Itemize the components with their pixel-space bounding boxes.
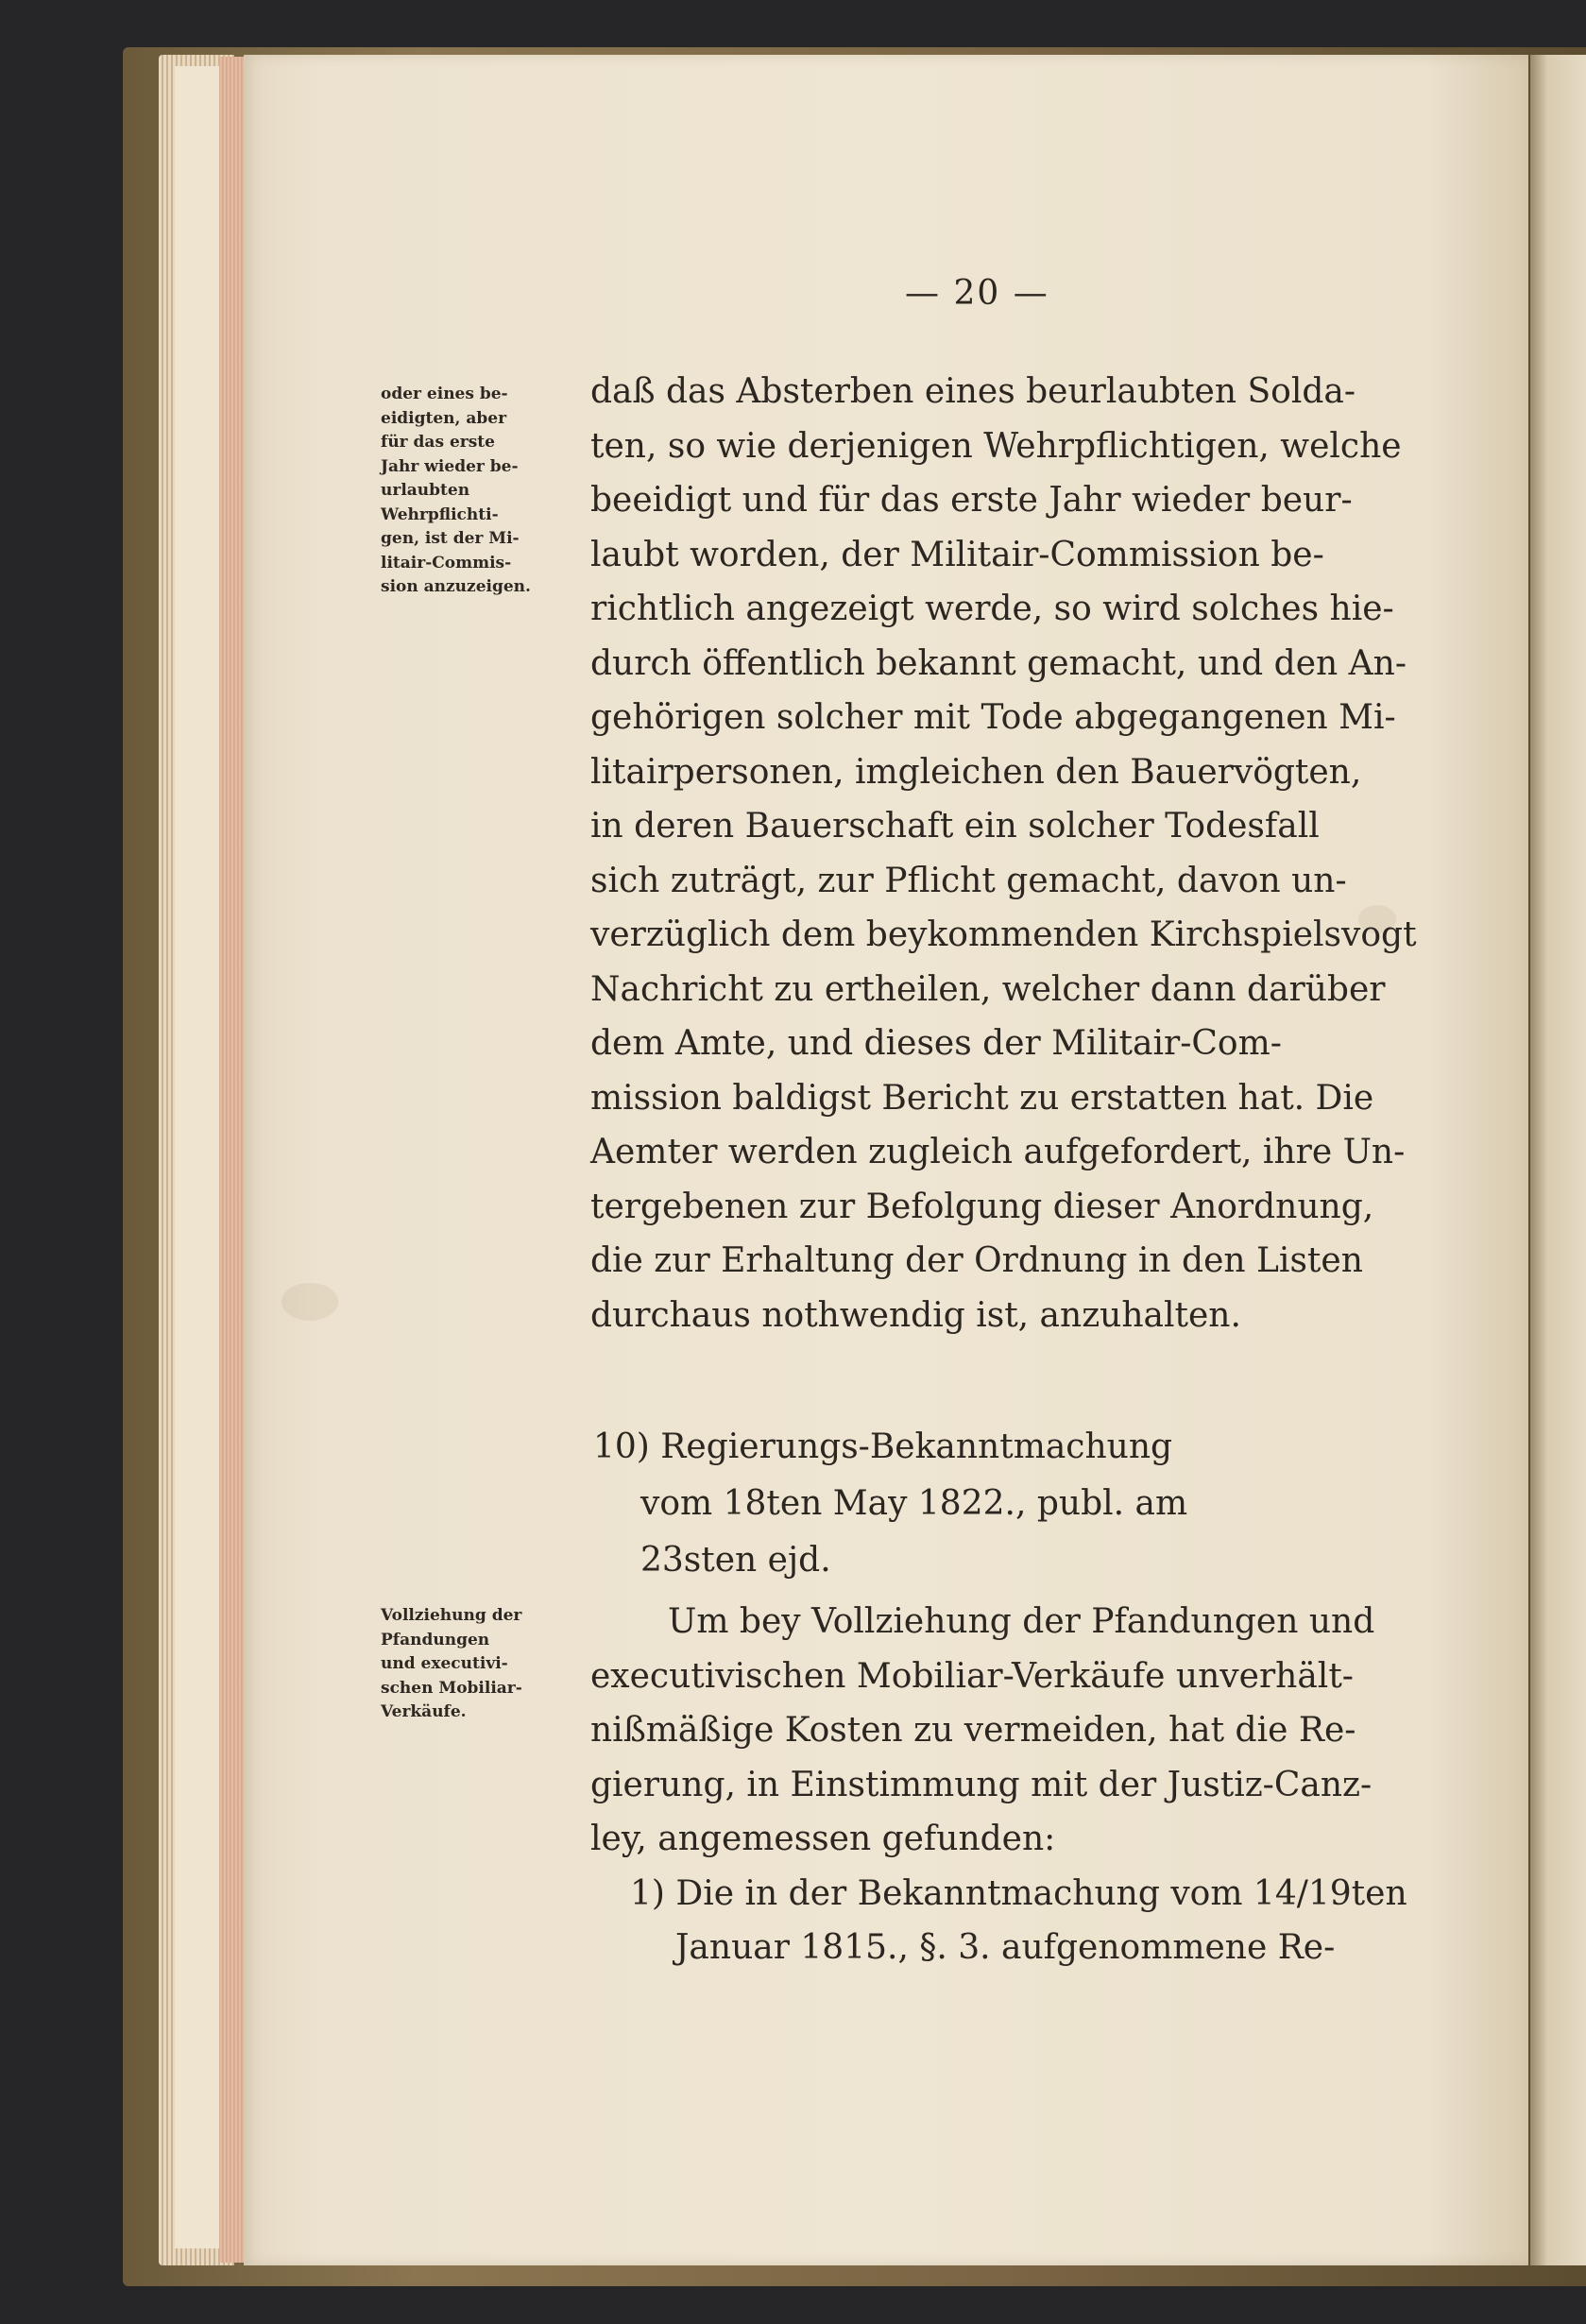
- facing-page-edge: [1530, 55, 1586, 2265]
- text-line: ley, angemessen gefunden:: [590, 1820, 1056, 1858]
- text-line: dem Amte, und dieses der Militair-Com-: [590, 1024, 1282, 1063]
- marginal-line: litair-Commis-: [381, 553, 512, 572]
- text-line: gierung, in Einstimmung mit der Justiz-Canz-: [590, 1765, 1373, 1804]
- marginal-note-2: [381, 1604, 598, 1725]
- text-line: laubt worden, der Militair-Commission be-: [590, 535, 1324, 574]
- text-line: Nachricht zu ertheilen, welcher dann darüber: [590, 969, 1386, 1009]
- text-line: gehörigen solcher mit Tode abgegangenen Mi-: [590, 698, 1396, 737]
- page-number: — 20 —: [905, 274, 1049, 313]
- marginal-line: Wehrpflichti-: [381, 504, 499, 524]
- paper-stain: [281, 1283, 338, 1321]
- marginal-line: Verkäufe.: [381, 1702, 467, 1721]
- text-line: in deren Bauerschaft ein solcher Todesfall: [590, 807, 1320, 846]
- text-line: Aemter werden zugleich aufgefordert, ihre Un-: [590, 1133, 1406, 1171]
- heading-line: 23sten ejd.: [640, 1541, 831, 1580]
- text-line: ten, so wie derjenigen Wehrpflichtigen, welche: [590, 426, 1402, 466]
- section-heading: [593, 1419, 1424, 1589]
- marginal-line: oder eines be-: [381, 384, 508, 403]
- text-line: mission baldigst Bericht zu erstatten hat. Die: [590, 1078, 1374, 1118]
- text-line: litairpersonen, imgleichen den Bauervögten,: [590, 752, 1362, 792]
- marginal-line: gen, ist der Mi-: [381, 529, 520, 548]
- heading-line: 10) Regierungs-Bekanntmachung: [593, 1427, 1173, 1466]
- marginal-line: für das erste: [381, 433, 495, 452]
- body-paragraph-1: [590, 365, 1422, 1342]
- red-page-edges: [219, 57, 244, 2263]
- marginal-line: schen Mobiliar-: [381, 1678, 522, 1698]
- marginal-note-1: [381, 383, 598, 600]
- text-line: beeidigt und für das erste Jahr wieder beur-: [590, 481, 1353, 520]
- marginal-line: sion anzuzeigen.: [381, 577, 531, 596]
- text-line: executivischen Mobiliar-Verkäufe unverhält-: [590, 1656, 1354, 1696]
- marginal-line: und executivi-: [381, 1654, 508, 1673]
- text-line: tergebenen zur Befolgung dieser Anordnung,: [590, 1187, 1374, 1226]
- marginal-line: Pfandungen: [381, 1630, 490, 1649]
- marginal-line: Jahr wieder be-: [381, 456, 519, 476]
- marginal-line: eidigten, aber: [381, 408, 507, 428]
- text-line: die zur Erhaltung der Ordnung in den Listen: [590, 1241, 1363, 1280]
- text-line: durch öffentlich bekannt gemacht, und den An-: [590, 643, 1407, 683]
- text-line: verzüglich dem beykommenden Kirchspielsvogt: [590, 915, 1417, 954]
- list-item: 1) Die in der Bekanntmachung vom 14/19ten: [630, 1873, 1407, 1913]
- text-line: sich zuträgt, zur Pflicht gemacht, davon un-: [590, 861, 1347, 900]
- text-line: Um bey Vollziehung der Pfandungen und: [668, 1602, 1375, 1641]
- marginal-line: urlaubten: [381, 481, 470, 500]
- heading-line: vom 18ten May 1822., publ. am: [640, 1484, 1188, 1523]
- text-line: durchaus nothwendig ist, anzuhalten.: [590, 1295, 1241, 1335]
- marginal-line: Vollziehung der: [381, 1606, 522, 1625]
- body-paragraph-2: [590, 1595, 1422, 1975]
- text-line: Januar 1815., §. 3. aufgenommene Re-: [675, 1928, 1336, 1967]
- text-line: daß das Absterben eines beurlaubten Solda-: [590, 372, 1356, 411]
- text-line: nißmäßige Kosten zu vermeiden, hat die Re-: [590, 1711, 1356, 1750]
- text-line: richtlich angezeigt werde, so wird solches hie-: [590, 590, 1394, 628]
